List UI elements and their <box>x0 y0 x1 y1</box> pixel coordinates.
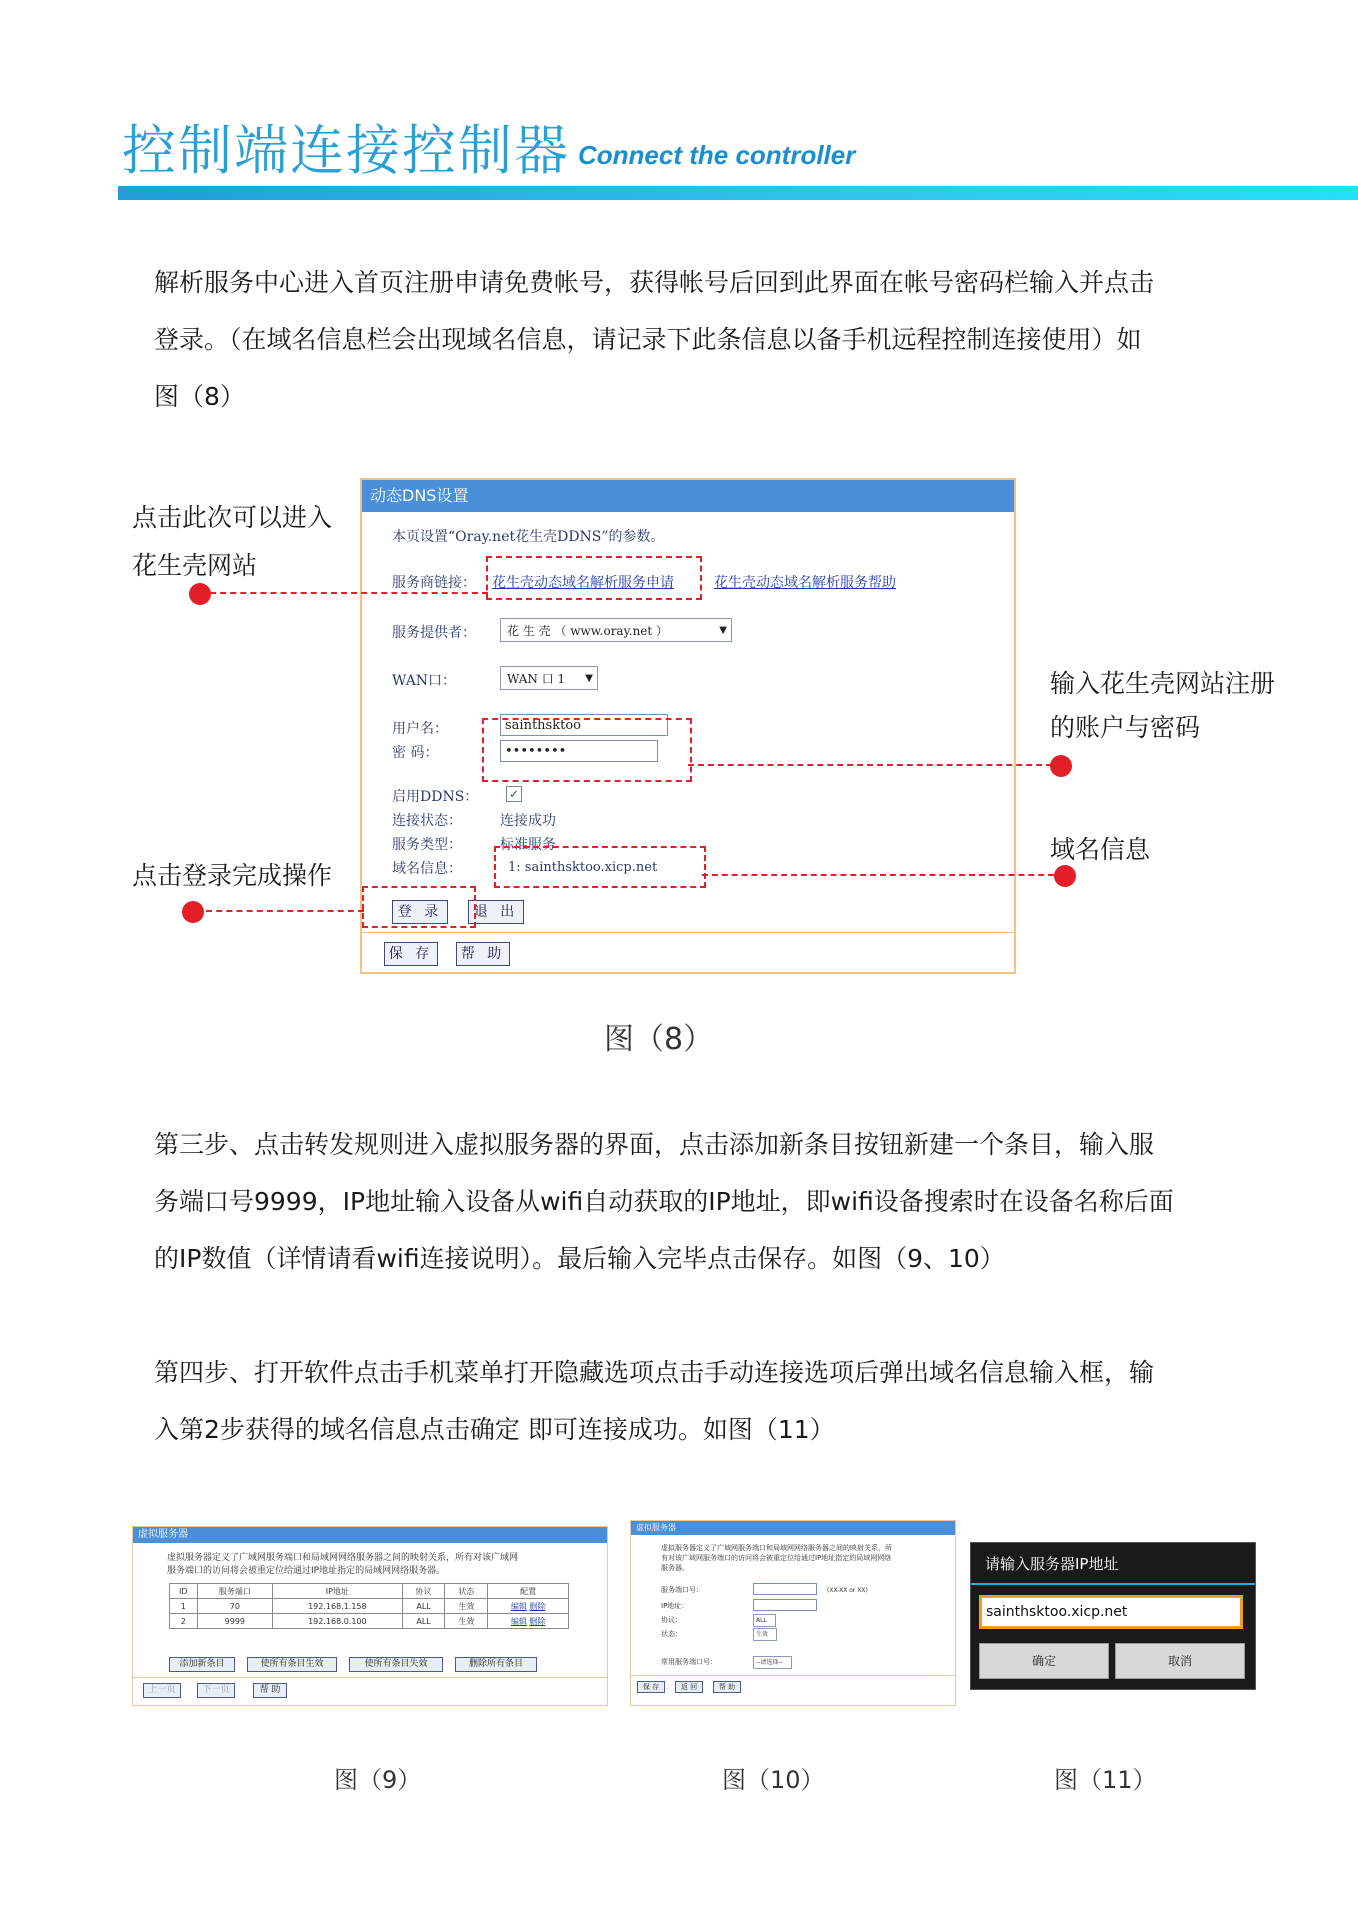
enable-ddns-label: 启用DDNS： <box>392 789 479 805</box>
enable-all-button[interactable]: 使所有条目生效 <box>247 1657 337 1672</box>
status-label: 连接状态： <box>392 813 462 829</box>
fig10-save-button[interactable]: 保 存 <box>637 1681 665 1693</box>
annotation-login: 点击登录完成操作 <box>132 861 333 890</box>
annotation-link-line2: 花生壳网站 <box>132 551 258 580</box>
save-button[interactable]: 保 存 <box>384 942 438 966</box>
table-row: 1 70 192.168.1.158 ALL 生效 编辑 删除 <box>170 1599 569 1614</box>
fig10-back-button[interactable]: 返 回 <box>675 1681 703 1693</box>
connector-line <box>196 910 364 912</box>
edit-link[interactable]: 编辑 <box>510 1601 527 1611</box>
login-button[interactable]: 登 录 <box>392 900 448 924</box>
highlight-login-box <box>362 886 476 928</box>
fig9-title: 虚拟服务器 <box>133 1527 607 1543</box>
page-subtitle: Connect the controller <box>578 140 856 170</box>
marker-dot <box>189 583 211 605</box>
wan-select[interactable]: WAN 口 1 ▼ <box>500 666 598 690</box>
logout-button[interactable]: 退 出 <box>468 900 524 924</box>
panel-divider <box>362 932 1014 933</box>
fig10-title: 虚拟服务器 <box>631 1521 955 1535</box>
dialog-title: 请输入服务器IP地址 <box>985 1555 1119 1573</box>
delete-link[interactable]: 删除 <box>529 1616 546 1626</box>
connector-line <box>688 764 1062 766</box>
table-row: 2 9999 192.168.0.100 ALL 生效 编辑 删除 <box>170 1614 569 1629</box>
disable-all-button[interactable]: 使所有条目失效 <box>349 1657 443 1672</box>
username-label: 用户名： <box>392 721 448 737</box>
fig10-port-input[interactable] <box>753 1583 817 1595</box>
page-title: 控制端连接控制器 <box>122 119 570 182</box>
delete-link[interactable]: 删除 <box>529 1601 546 1611</box>
fig9-table: ID 服务端口 IP地址 协议 状态 配置 1 70 192.168.1.158 ALL 生效 编辑 删除 2 9999 192.168.0.100 ALL 生效 编辑 删除 <box>169 1583 569 1629</box>
annotation-account-line1: 输入花生壳网站注册 <box>1050 669 1276 698</box>
enable-ddns-checkbox[interactable]: ✓ <box>506 786 522 802</box>
fig10-common-select[interactable]: --请选择-- <box>753 1656 792 1669</box>
annotation-domain: 域名信息 <box>1050 835 1151 864</box>
chevron-down-icon: ▼ <box>719 625 727 636</box>
server-ip-input[interactable]: sainthsktoo.xicp.net <box>979 1595 1243 1629</box>
prev-page-button[interactable]: 上一页 <box>143 1683 181 1698</box>
header-bar <box>118 186 1358 200</box>
provider-select[interactable]: 花 生 壳 （ www.oray.net ） ▼ <box>500 618 732 642</box>
paragraph-step3: 第三步、点击转发规则进入虚拟服务器的界面，点击添加新条目按钮新建一个条目，输入服 务端口号9999，IP地址输入设备从wifi自动获取的IP地址，即wifi设备搜索时在设备名称后面 的IP数值（详情请看wifi连接说明）。最后输入完毕点击保存。如图（9、10） <box>154 1130 1174 1273</box>
edit-link[interactable]: 编辑 <box>510 1616 527 1626</box>
marker-dot <box>182 901 204 923</box>
provider-link-label: 服务商链接： <box>392 575 476 591</box>
figure-10-caption: 图（10） <box>722 1766 825 1794</box>
figure-11-ip-dialog <box>970 1542 1256 1690</box>
help-button[interactable]: 帮 助 <box>456 942 510 966</box>
marker-dot <box>1054 865 1076 887</box>
figure-8-caption: 图（8） <box>604 1022 714 1057</box>
chevron-down-icon: ▼ <box>585 673 593 684</box>
figure-11-caption: 图（11） <box>1054 1766 1157 1794</box>
annotation-login-wrap <box>132 856 348 892</box>
status-value: 连接成功 <box>500 813 556 829</box>
figure-9-virtual-server: 虚拟服务器 虚拟服务器定义了广域网服务端口和局域网网络服务器之间的映射关系，所有对该广域网 服务端口的访问将会被重定位给通过IP地址指定的局域网网络服务器。 ID 服务端口 IP地址 协议 状态 配置 1 70 192.168.1.158 ALL 生效 编辑 删除 2 9999 192.168.0.100 ALL 生效 编辑 删除 添加新条目 使所有条目生效 使所有条目失效 删除所有条目 上一页 下一页 帮 助 <box>132 1526 608 1706</box>
next-page-button[interactable]: 下一页 <box>197 1683 235 1698</box>
fig10-state-select[interactable]: 生效 <box>753 1628 777 1641</box>
ok-button[interactable]: 确定 <box>979 1643 1109 1679</box>
ddns-intro: 本页设置“Oray.net花生壳DDNS”的参数。 <box>392 529 665 545</box>
figure-9-caption: 图（9） <box>334 1766 422 1794</box>
highlight-link-box <box>486 556 702 600</box>
figure-10-virtual-server-form: 虚拟服务器 虚拟服务器定义了广域网服务端口和局域网网络服务器之间的映射关系，所 有对该广域网服务端口的访问将会被重定位给通过IP地址指定的局域网网络 服务器。 服务端口号： (XX-XX or XX) IP地址： 协议： ALL 状态： 生效 常用服务端口号： --请选择-- 保 存 返 回 帮 助 <box>630 1520 956 1706</box>
ddns-panel-title: 动态DNS设置 <box>362 480 1014 512</box>
domain-value: 1: sainthsktoo.xicp.net <box>508 860 658 875</box>
paragraph-step2: 解析服务中心进入首页注册申请免费帐号，获得帐号后回到此界面在帐号密码栏输入并点击 登录。（在域名信息栏会出现域名信息，请记录下此条信息以备手机远程控制连接使用）如 图（8） <box>154 268 1155 411</box>
cancel-button[interactable]: 取消 <box>1115 1643 1245 1679</box>
delete-all-button[interactable]: 删除所有条目 <box>455 1657 537 1672</box>
password-input[interactable]: •••••••• <box>500 740 658 762</box>
wan-label: WAN口： <box>392 673 457 689</box>
connector-line <box>200 592 488 594</box>
highlight-account-box <box>482 718 692 782</box>
password-label: 密 码： <box>392 745 439 761</box>
connector-line <box>702 874 1064 876</box>
marker-dot <box>1050 755 1072 777</box>
domain-label: 域名信息： <box>392 861 462 877</box>
paragraph-step4: 第四步、打开软件点击手机菜单打开隐藏选项点击手动连接选项后弹出域名信息输入框，输 入第2步获得的域名信息点击确定 即可连接成功。如图（11） <box>154 1358 1155 1444</box>
add-entry-button[interactable]: 添加新条目 <box>169 1657 235 1672</box>
username-input[interactable]: sainthsktoo <box>500 714 668 736</box>
annotation-link-wrap <box>132 498 346 534</box>
service-type-label: 服务类型： <box>392 837 462 853</box>
annotation-account-line2: 的账户与密码 <box>1050 713 1201 742</box>
fig9-help-button[interactable]: 帮 助 <box>253 1683 287 1698</box>
highlight-domain-box <box>494 846 706 888</box>
fig10-help-button[interactable]: 帮 助 <box>713 1681 741 1693</box>
fig10-proto-select[interactable]: ALL <box>753 1614 776 1627</box>
fig10-ip-input[interactable] <box>753 1599 817 1611</box>
service-type-value: 标准服务 <box>500 837 556 853</box>
provider-label: 服务提供者： <box>392 625 476 641</box>
annotation-link-line1: 点击此次可以进入 <box>132 503 333 532</box>
link-apply-ddns[interactable]: 花生壳动态域名解析服务申请 <box>492 575 674 591</box>
link-help-ddns[interactable]: 花生壳动态域名解析服务帮助 <box>714 575 896 591</box>
